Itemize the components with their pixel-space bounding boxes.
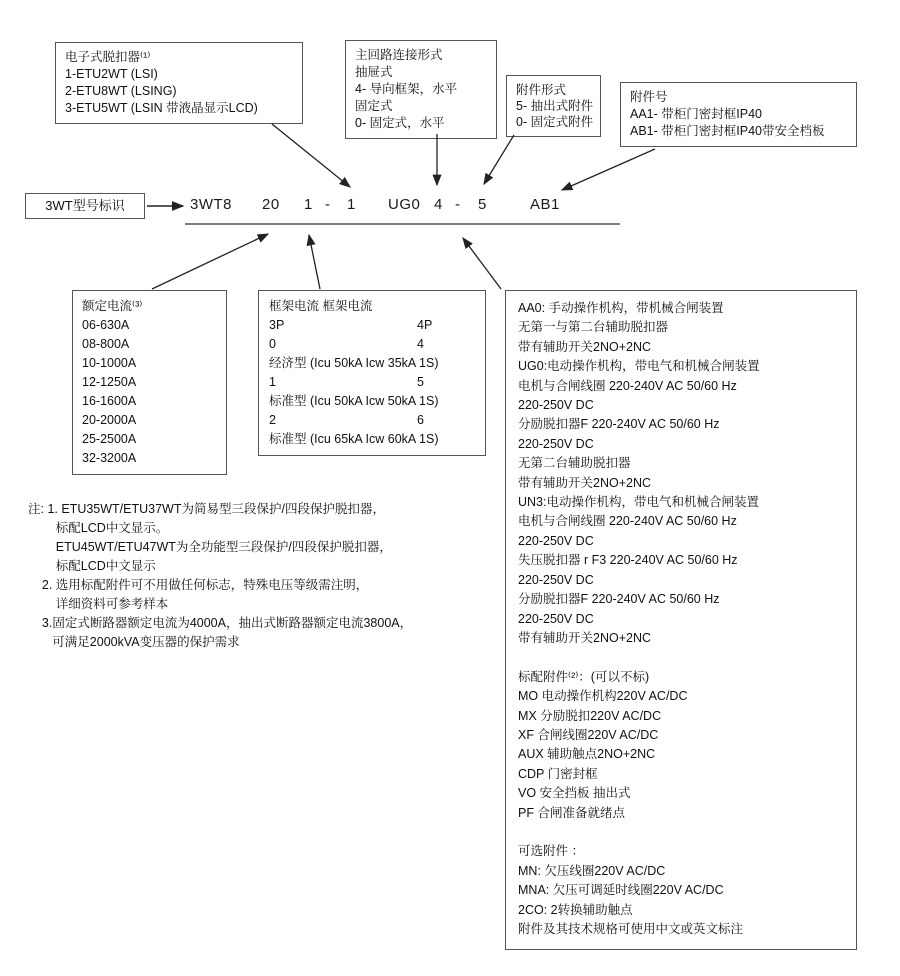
text-line: AA1- 带柜门密封框IP40 bbox=[630, 107, 762, 121]
text-line: 详细资料可参考样本 bbox=[28, 597, 169, 611]
text-line: 电机与合闸线圈 220-240V AC 50/60 Hz bbox=[518, 514, 737, 529]
text-line: 0- 固定式附件 bbox=[516, 115, 594, 129]
text-line: 0- 固定式，水平 bbox=[355, 116, 445, 130]
text-line: 附件号 bbox=[630, 90, 668, 104]
arrow-accessory-number bbox=[562, 149, 655, 190]
text-line: 3-ETU5WT (LSIN 带液晶显示LCD) bbox=[65, 101, 258, 115]
text-line: 电机与合闸线圈 220-240V AC 50/60 Hz bbox=[518, 378, 737, 393]
text-line: 20-2000A bbox=[82, 413, 137, 427]
text-line: 4- 导向框架，水平 bbox=[355, 82, 458, 96]
text-line: 08-800A bbox=[82, 337, 130, 351]
text-line: MN: 欠压线圈220V AC/DC bbox=[518, 863, 666, 878]
text-line: 电子式脱扣器⁽¹⁾ bbox=[65, 50, 151, 64]
code-segment-type: 3WT8 bbox=[190, 196, 233, 213]
code-segment-frame: 1 bbox=[304, 196, 313, 213]
text-line: MNA: 欠压可调延时线圈220V AC/DC bbox=[518, 883, 724, 898]
text-line: 1-ETU2WT (LSI) bbox=[65, 67, 158, 81]
frame-current-standard-label-1: 标准型 (Icu 50kA Icw 50kA 1S) bbox=[269, 394, 439, 408]
text-line: UN3:电动操作机构，带电气和机械合闸装置 bbox=[518, 495, 759, 510]
text-line: MX 分励脱扣220V AC/DC bbox=[518, 708, 662, 723]
text-line: 2. 选用标配附件可不用做任何标志，特殊电压等级需注明， bbox=[28, 578, 369, 592]
frame-current-4p: 4P bbox=[417, 318, 433, 332]
text-line: 220-250V DC bbox=[518, 572, 594, 587]
accessory-number-box bbox=[620, 82, 857, 147]
arrow-trip-unit bbox=[272, 124, 350, 187]
text-line: 12-1250A bbox=[82, 375, 137, 389]
text-line: 32-3200A bbox=[82, 451, 137, 465]
arrow-frame-current bbox=[309, 235, 320, 289]
text-line: CDP 门密封框 bbox=[518, 766, 598, 781]
text-line: 可满足2000kVA变压器的保护需求 bbox=[28, 635, 240, 649]
text-line: 可选附件 ： bbox=[518, 844, 584, 859]
trip-unit-box bbox=[55, 42, 303, 124]
code-segment-accessory-form: 5 bbox=[478, 196, 487, 213]
text-line: 16-1600A bbox=[82, 394, 137, 408]
arrow-mechanism bbox=[463, 238, 501, 289]
text-line: 失压脱扣器 r F3 220-240V AC 50/60 Hz bbox=[518, 553, 738, 568]
code-segment-trip-unit: 1 bbox=[347, 196, 356, 213]
text-line: PF 合闸准备就绪点 bbox=[518, 805, 625, 820]
frame-current-row bbox=[269, 411, 475, 430]
arrow-rated-current bbox=[152, 234, 268, 289]
frame-current-3p: 3P bbox=[269, 318, 285, 332]
text-line: 25-2500A bbox=[82, 432, 137, 446]
frame-current-code-left: 0 bbox=[269, 337, 276, 351]
text-line: 2CO: 2转换辅助触点 bbox=[518, 902, 633, 917]
notes bbox=[28, 500, 508, 652]
text-line: 10-1000A bbox=[82, 356, 137, 370]
code-segment-mechanism: UG0 bbox=[388, 196, 421, 213]
text-line: 标配附件⁽²⁾：(可以不标) bbox=[518, 669, 650, 684]
text-line: AB1- 带柜门密封框IP40带安全档板 bbox=[630, 124, 825, 138]
code-segment-connection: 4 bbox=[434, 196, 443, 213]
text-line: 无第一与第二台辅助脱扣器 bbox=[518, 320, 669, 335]
text-line: 主回路连接形式 bbox=[355, 48, 443, 62]
frame-current-row bbox=[269, 373, 475, 392]
code-separator-1: - bbox=[325, 196, 331, 213]
frame-current-standard-label-2: 标准型 (Icu 65kA Icw 60kA 1S) bbox=[269, 432, 439, 446]
text-line: 220-250V DC bbox=[518, 398, 594, 413]
text-line: 注: 1. ETU35WT/ETU37WT为简易型三段保护/四段保护脱扣器， bbox=[28, 502, 385, 516]
frame-current-economy-label: 经济型 (Icu 50kA Icw 35kA 1S) bbox=[269, 356, 439, 370]
text-line: 额定电流⁽³⁾ bbox=[82, 299, 143, 313]
text-line: VO 安全挡板 抽出式 bbox=[518, 786, 631, 801]
frame-current-header: 框架电流 框架电流 bbox=[269, 299, 373, 313]
frame-current-code-right: 4 bbox=[417, 337, 424, 351]
text-line: 带有辅助开关2NO+2NC bbox=[518, 339, 652, 354]
frame-current-row bbox=[269, 335, 475, 354]
frame-current-code-right: 5 bbox=[417, 375, 424, 389]
model-label-text: 3WT型号标识 bbox=[45, 198, 125, 213]
text-line: 抽屉式 bbox=[355, 65, 393, 79]
text-line: MO 电动操作机构220V AC/DC bbox=[518, 689, 688, 704]
arrow-accessory-form bbox=[484, 135, 514, 184]
text-line: 标配LCD中文显示。 bbox=[28, 521, 169, 535]
text-line: 带有辅助开关2NO+2NC bbox=[518, 475, 652, 490]
text-line: AA0: 手动操作机构，带机械合闸装置 bbox=[518, 301, 724, 315]
text-line: 2-ETU8WT (LSING) bbox=[65, 84, 177, 98]
frame-current-code-left: 2 bbox=[269, 413, 276, 427]
frame-current-code-right: 6 bbox=[417, 413, 424, 427]
text-line: 带有辅助开关2NO+2NC bbox=[518, 630, 652, 645]
text-line: 分励脱扣器F 220-240V AC 50/60 Hz bbox=[518, 592, 720, 607]
text-line: 3.固定式断路器额定电流为4000A，抽出式断路器额定电流3800A， bbox=[28, 616, 413, 630]
accessory-form-box bbox=[506, 75, 601, 137]
frame-current-box bbox=[258, 290, 486, 456]
frame-current-row bbox=[269, 316, 475, 335]
model-label-box bbox=[25, 193, 145, 219]
rated-current-box bbox=[72, 290, 227, 475]
text-line: 220-250V DC bbox=[518, 611, 594, 626]
connection-type-box bbox=[345, 40, 497, 139]
text-line: 无第二台辅助脱扣器 bbox=[518, 456, 631, 471]
text-line: XF 合闸线圈220V AC/DC bbox=[518, 727, 659, 742]
text-line: 分励脱扣器F 220-240V AC 50/60 Hz bbox=[518, 417, 720, 432]
text-line bbox=[518, 648, 844, 667]
text-line: 附件形式 bbox=[516, 83, 567, 97]
text-line: 标配LCD中文显示 bbox=[28, 559, 156, 573]
text-line: ETU45WT/ETU47WT为全功能型三段保护/四段保护脱扣器， bbox=[28, 540, 392, 554]
text-line: 固定式 bbox=[355, 99, 393, 113]
text-line: 5- 抽出式附件 bbox=[516, 99, 594, 113]
text-line: 附件及其技术规格可使用中文或英文标注 bbox=[518, 922, 744, 936]
text-line: 220-250V DC bbox=[518, 533, 594, 548]
frame-current-code-left: 1 bbox=[269, 375, 276, 389]
mechanism-accessories-box bbox=[505, 290, 857, 950]
text-line: 220-250V DC bbox=[518, 436, 594, 451]
text-line: UG0:电动操作机构，带电气和机械合闸装置 bbox=[518, 359, 760, 374]
text-line: AUX 辅助触点2NO+2NC bbox=[518, 747, 656, 762]
text-line bbox=[518, 823, 844, 842]
code-segment-rated-current: 20 bbox=[262, 196, 280, 213]
code-segment-accessory-number: AB1 bbox=[530, 196, 560, 213]
code-separator-2: - bbox=[455, 196, 461, 213]
text-line: 06-630A bbox=[82, 318, 130, 332]
